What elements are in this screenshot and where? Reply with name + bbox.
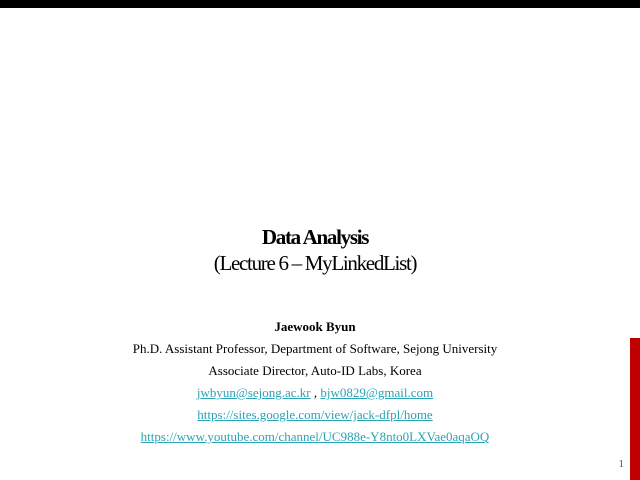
- title-block: [0, 224, 630, 276]
- website-line: [0, 404, 630, 426]
- author-position: Ph.D. Assistant Professor, Department of Software, Sejong University: [132, 341, 498, 356]
- email-secondary-link[interactable]: bjw0829@gmail.com: [320, 385, 434, 400]
- slide-subtitle: (Lecture 6 – MyLinkedList): [213, 251, 417, 275]
- email-primary-link[interactable]: jwbyun@sejong.ac.kr: [196, 385, 311, 400]
- website-link[interactable]: https://sites.google.com/view/jack-dfpl/home: [197, 407, 433, 422]
- author-name: Jaewook Byun: [274, 319, 356, 334]
- author-affiliation: Associate Director, Auto-ID Labs, Korea: [208, 363, 422, 378]
- youtube-link[interactable]: https://www.youtube.com/channel/UC988e-Y8nto0LXVae0aqaOQ: [140, 429, 490, 444]
- top-border-bar: [0, 0, 640, 8]
- slide-title: Data Analysis: [261, 225, 369, 249]
- youtube-line: [0, 426, 630, 448]
- side-accent-bar: [630, 338, 640, 480]
- email-line: [0, 382, 630, 404]
- email-separator: ,: [310, 385, 321, 400]
- page-number: 1: [618, 458, 624, 470]
- author-info-block: [0, 316, 630, 448]
